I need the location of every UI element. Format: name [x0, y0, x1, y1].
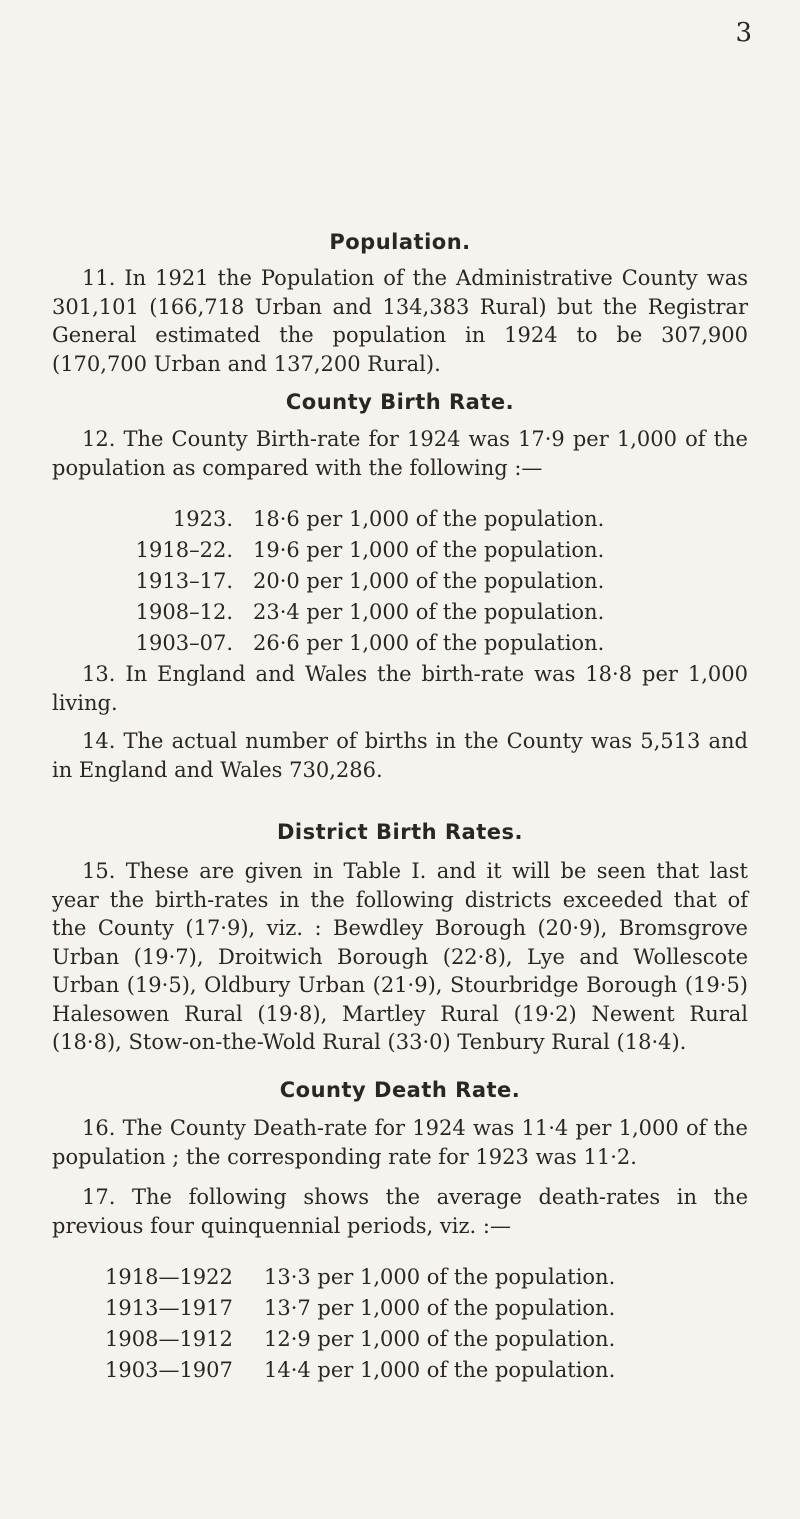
birth-rate-row	[52, 628, 748, 659]
heading-population: Population.	[329, 230, 471, 254]
death-rate-row	[52, 1262, 748, 1293]
birth-rate-year: 1918–22.	[135, 538, 233, 562]
paragraph-12: 12. The County Birth-rate for 1924 was 17·9 per 1,000 of the population as compared with the following :—	[52, 427, 748, 480]
death-rate-period: 1918—1922	[105, 1265, 233, 1289]
paragraph-13: 13. In England and Wales the birth-rate was 18·8 per 1,000 living.	[52, 662, 748, 715]
birth-rate-year: 1913–17.	[135, 569, 233, 593]
death-rate-row	[52, 1324, 748, 1355]
death-rate-value: 13·7 per 1,000 of the population.	[264, 1296, 616, 1320]
birth-rate-year: 1903–07.	[135, 631, 233, 655]
page-number: 3	[735, 18, 752, 48]
birth-rate-value: 18·6 per 1,000 of the population.	[253, 507, 605, 531]
birth-rate-row	[52, 504, 748, 535]
birth-rate-table	[52, 504, 748, 659]
death-rate-period: 1913—1917	[105, 1296, 233, 1320]
birth-rate-value: 20·0 per 1,000 of the population.	[253, 569, 605, 593]
death-rate-period: 1903—1907	[105, 1358, 233, 1382]
paragraph-17: 17. The following shows the average death-rates in the previous four quinquennial periods, viz. :—	[52, 1185, 748, 1238]
birth-rate-year: 1923.	[172, 507, 233, 531]
paragraph-15: 15. These are given in Table I. and it will be seen that last year the birth-rates in the following districts exceeded that of the County (17·9), viz. : Bewdley Borough (20·9), Bromsgrove Urban (19·7), Droitwich Borough (22·8), Lye and Wollescote Urban (19·5), Oldbury Urban (21·9), Stourbridge Borough (19·5) Halesowen Rural (19·8), Martley Rural (19·2) Newent Rural (18·8), Stow-on-the-Wold Rural (33·0) Tenbury Rural (18·4).	[52, 859, 748, 1054]
birth-rate-value: 26·6 per 1,000 of the population.	[253, 631, 605, 655]
paragraph-14: 14. The actual number of births in the County was 5,513 and in England and Wales 730,286.	[52, 729, 748, 782]
birth-rate-year: 1908–12.	[135, 600, 233, 624]
paragraph-16: 16. The County Death-rate for 1924 was 11·4 per 1,000 of the population ; the corresponding rate for 1923 was 11·2.	[52, 1116, 748, 1169]
death-rate-value: 14·4 per 1,000 of the population.	[264, 1358, 616, 1382]
birth-rate-row	[52, 535, 748, 566]
death-rate-value: 12·9 per 1,000 of the population.	[264, 1327, 616, 1351]
death-rate-row	[52, 1293, 748, 1324]
death-rate-value: 13·3 per 1,000 of the population.	[264, 1265, 616, 1289]
birth-rate-value: 23·4 per 1,000 of the population.	[253, 600, 605, 624]
birth-rate-row	[52, 597, 748, 628]
death-rate-table	[52, 1262, 748, 1386]
heading-district-birth-rates: District Birth Rates.	[277, 820, 523, 844]
heading-county-birth-rate: County Birth Rate.	[285, 390, 515, 414]
heading-county-death-rate: County Death Rate.	[279, 1078, 521, 1102]
birth-rate-row	[52, 566, 748, 597]
death-rate-period: 1908—1912	[105, 1327, 233, 1351]
paragraph-11: 11. In 1921 the Population of the Administrative County was 301,101 (166,718 Urban and 134,383 Rural) but the Registrar General estimated the population in 1924 to be 307,900 (170,700 Urban and 137,200 Rural).	[52, 266, 748, 376]
birth-rate-value: 19·6 per 1,000 of the population.	[253, 538, 605, 562]
death-rate-row	[52, 1355, 748, 1386]
